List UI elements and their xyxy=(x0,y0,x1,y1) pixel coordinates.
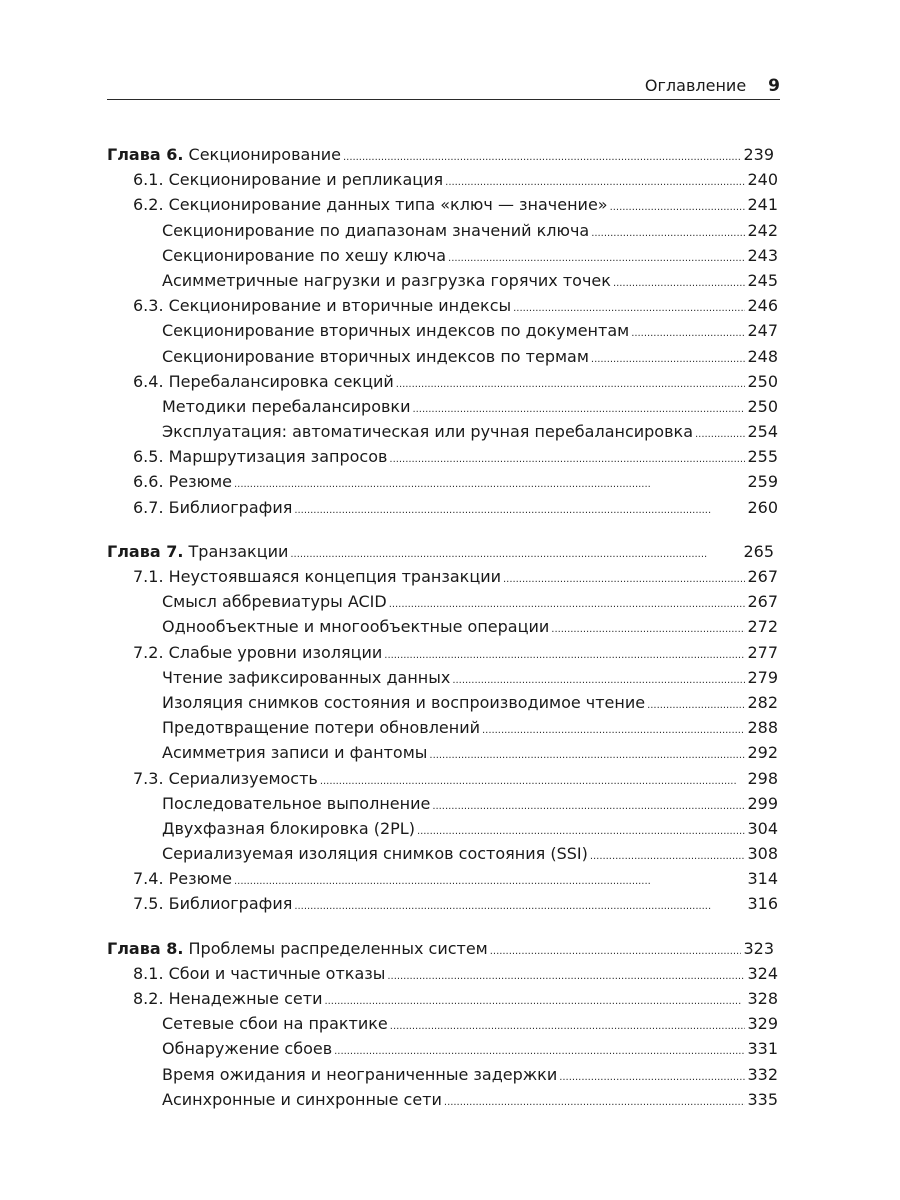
dot-leader xyxy=(613,268,746,296)
dot-leader xyxy=(387,961,745,989)
page-number: 299 xyxy=(747,793,778,813)
entry-label xyxy=(162,1036,332,1061)
page-number: 328 xyxy=(747,989,778,1008)
dot-leader xyxy=(445,167,745,195)
entry-label xyxy=(162,419,693,444)
dot-leader xyxy=(503,564,745,592)
page-number: 288 xyxy=(747,718,778,738)
section-title: Секционирование вторичных индексов по термам xyxy=(162,346,589,366)
dot-leader xyxy=(490,936,742,964)
toc-section-entry xyxy=(107,394,778,419)
page-number: 298 xyxy=(747,768,778,788)
entry-label xyxy=(133,986,322,1011)
entry-label xyxy=(133,640,382,665)
chapter-number: Глава 6. xyxy=(107,145,184,164)
page-number: 282 xyxy=(747,692,778,712)
page-number: 324 xyxy=(747,963,778,983)
entry-label xyxy=(162,268,611,293)
page-number: 314 xyxy=(747,869,778,889)
dot-leader xyxy=(412,394,745,422)
dot-leader xyxy=(343,142,741,170)
toc-section-entry xyxy=(107,564,778,589)
toc-section-entry xyxy=(107,192,778,217)
dot-leader xyxy=(384,640,745,668)
toc-section-entry xyxy=(107,167,778,192)
toc-section-entry xyxy=(107,243,778,268)
page-number: 332 xyxy=(747,1064,778,1084)
page-number: 254 xyxy=(747,422,778,442)
chapter-number: Глава 8. xyxy=(107,938,184,958)
section-title: Асимметрия записи и фантомы xyxy=(162,743,428,763)
page-number: 250 xyxy=(747,396,778,416)
toc-section-entry xyxy=(107,344,778,369)
entry-label xyxy=(162,1087,442,1112)
section-title: Асимметричные нагрузки и разгрузка горячих точек xyxy=(162,270,611,290)
section-title: 8.2. Ненадежные сети xyxy=(133,989,323,1008)
page-number: 331 xyxy=(747,1039,778,1059)
entry-label xyxy=(107,936,488,961)
entry-label xyxy=(133,891,292,916)
page-number: 267 xyxy=(747,567,778,586)
dot-leader xyxy=(432,791,745,819)
toc-section-entry xyxy=(107,1062,778,1087)
dot-leader xyxy=(320,766,746,794)
dot-leader xyxy=(234,866,745,894)
section-title: Обнаружение сбоев xyxy=(162,1039,333,1059)
section-title: Время ожидания и неограниченные задержки xyxy=(162,1064,558,1084)
header-title: Оглавление xyxy=(644,76,747,95)
dot-leader xyxy=(389,589,746,617)
toc-section-entry xyxy=(107,640,778,665)
dot-leader xyxy=(294,891,745,919)
dot-leader xyxy=(234,469,745,497)
section-title: 6.1. Секционирование и репликация xyxy=(133,170,444,190)
toc-section-entry xyxy=(107,715,778,740)
section-title: Двухфазная блокировка (2PL) xyxy=(162,818,415,838)
toc-section-entry xyxy=(107,444,778,469)
dot-leader xyxy=(429,740,745,768)
page-number: 267 xyxy=(747,592,778,612)
entry-label xyxy=(162,318,629,343)
entry-label xyxy=(133,564,501,589)
dot-leader xyxy=(591,344,746,372)
header-page-number: 9 xyxy=(768,76,780,96)
toc-section-entry xyxy=(107,961,778,986)
chapter-title: Транзакции xyxy=(188,541,289,561)
section-title: Однообъектные и многообъектные операции xyxy=(162,617,550,637)
toc-section-entry xyxy=(107,218,778,243)
page-number: 329 xyxy=(747,1014,778,1034)
section-title: 7.5. Библиография xyxy=(133,894,293,914)
dot-leader xyxy=(334,1036,745,1064)
dot-leader xyxy=(452,665,745,693)
page-number: 335 xyxy=(747,1089,778,1109)
page-number: 248 xyxy=(747,346,778,366)
section-title: 6.4. Перебалансировка секций xyxy=(133,371,394,391)
toc-section-entry xyxy=(107,589,778,614)
dot-leader xyxy=(559,1062,745,1090)
toc-section-entry xyxy=(107,841,778,866)
toc-section-entry xyxy=(107,740,778,765)
toc-section-entry xyxy=(107,495,778,520)
dot-leader xyxy=(396,369,746,397)
chapter-title: Секционирование xyxy=(188,145,342,164)
toc-section-entry xyxy=(107,1036,778,1061)
page-number: 277 xyxy=(747,642,778,662)
section-title: Изоляция снимков состояния и воспроизводимое чтение xyxy=(162,692,646,712)
entry-label xyxy=(162,243,446,268)
entry-label xyxy=(162,791,430,816)
entry-label xyxy=(133,444,387,469)
entry-label xyxy=(162,394,410,419)
entry-label xyxy=(162,614,549,639)
toc-section-entry xyxy=(107,268,778,293)
dot-leader xyxy=(389,444,745,472)
section-title: Секционирование вторичных индексов по документам xyxy=(162,321,630,341)
section-title: 8.1. Сбои и частичные отказы xyxy=(133,963,386,983)
toc-section-entry xyxy=(107,766,778,791)
entry-label xyxy=(133,167,443,192)
dot-leader xyxy=(294,495,745,523)
section-title: 6.2. Секционирование данных типа «ключ — значение» xyxy=(133,195,608,215)
entry-label xyxy=(133,369,394,394)
toc-section-entry xyxy=(107,469,778,494)
toc-section-entry xyxy=(107,1011,778,1036)
entry-label xyxy=(162,665,450,690)
page-number: 259 xyxy=(747,472,778,492)
page-number: 250 xyxy=(747,371,778,391)
toc-section-entry xyxy=(107,369,778,394)
dot-leader xyxy=(290,539,741,567)
chapter-title: Проблемы распределенных систем xyxy=(188,938,488,958)
entry-label xyxy=(133,866,232,891)
page-number: 292 xyxy=(747,743,778,763)
dot-leader xyxy=(631,318,745,346)
entry-label xyxy=(162,1062,557,1087)
dot-leader xyxy=(444,1087,746,1115)
page-number: 308 xyxy=(747,844,778,864)
entry-label xyxy=(162,589,387,614)
page-number: 241 xyxy=(747,195,778,215)
toc-section-entry xyxy=(107,419,778,444)
toc-section-entry xyxy=(107,816,778,841)
section-title: Предотвращение потери обновлений xyxy=(162,718,481,738)
toc-section-entry xyxy=(107,318,778,343)
page-number: 247 xyxy=(747,321,778,341)
entry-label xyxy=(133,293,511,318)
dot-leader xyxy=(551,614,745,642)
chapter-number: Глава 7. xyxy=(107,541,184,561)
section-title: 6.7. Библиография xyxy=(133,497,293,517)
entry-label xyxy=(162,218,589,243)
dot-leader xyxy=(590,841,746,869)
page-number: 246 xyxy=(747,296,778,316)
section-title: 7.3. Сериализуемость xyxy=(133,768,318,788)
page-number: 265 xyxy=(743,541,774,561)
entry-label xyxy=(133,192,608,217)
toc-section-entry xyxy=(107,1087,778,1112)
dot-leader xyxy=(591,218,745,246)
toc-section-entry xyxy=(107,791,778,816)
entry-label xyxy=(133,469,232,494)
entry-label xyxy=(162,344,589,369)
entry-label xyxy=(162,841,588,866)
section-title: 6.3. Секционирование и вторичные индексы xyxy=(133,296,512,316)
toc-section-entry xyxy=(107,665,778,690)
page-number: 260 xyxy=(747,497,778,517)
entry-label xyxy=(107,539,288,564)
entry-label xyxy=(162,740,427,765)
entry-label xyxy=(162,715,480,740)
section-title: Эксплуатация: автоматическая или ручная перебалансировка xyxy=(162,422,693,442)
section-title: Сетевые сбои на практике xyxy=(162,1014,388,1034)
entry-label xyxy=(133,495,292,520)
table-of-contents xyxy=(107,142,778,1112)
toc-section-entry xyxy=(107,614,778,639)
page-number: 279 xyxy=(747,667,778,687)
section-title: Секционирование по хешу ключа xyxy=(162,245,447,265)
section-title: 7.1. Неустоявшаяся концепция транзакции xyxy=(133,567,502,586)
toc-section-entry xyxy=(107,866,778,891)
toc-section-entry xyxy=(107,293,778,318)
page-number: 316 xyxy=(747,894,778,914)
page-number: 272 xyxy=(747,617,778,637)
section-title: 7.4. Резюме xyxy=(133,869,232,889)
section-title: 6.6. Резюме xyxy=(133,472,232,492)
running-header xyxy=(107,70,780,96)
page-number: 255 xyxy=(747,447,778,467)
toc-chapter-entry xyxy=(107,936,778,961)
dot-leader xyxy=(695,419,745,447)
section-title: Методики перебалансировки xyxy=(162,396,411,416)
toc-section-entry xyxy=(107,690,778,715)
dot-leader xyxy=(417,816,746,844)
dot-leader xyxy=(647,690,745,718)
dot-leader xyxy=(324,986,745,1014)
section-title: Смысл аббревиатуры ACID xyxy=(162,592,387,612)
toc-chapter-entry xyxy=(107,142,778,167)
dot-leader xyxy=(513,293,745,321)
header-rule xyxy=(107,99,780,100)
section-title: Асинхронные и синхронные сети xyxy=(162,1089,442,1109)
toc-section-entry xyxy=(107,891,778,916)
entry-label xyxy=(162,816,415,841)
page-number: 239 xyxy=(743,145,774,164)
page-number: 245 xyxy=(747,270,778,290)
dot-leader xyxy=(448,243,745,271)
entry-label xyxy=(162,690,645,715)
toc-chapter-entry xyxy=(107,539,778,564)
section-title: Чтение зафиксированных данных xyxy=(162,667,451,687)
dot-leader xyxy=(390,1011,746,1039)
section-title: Секционирование по диапазонам значений ключа xyxy=(162,220,590,240)
section-title: 7.2. Слабые уровни изоляции xyxy=(133,642,383,662)
section-title: Сериализуемая изоляция снимков состояния (SSI) xyxy=(162,844,588,864)
entry-label xyxy=(107,142,341,167)
section-title: 6.5. Маршрутизация запросов xyxy=(133,447,388,467)
entry-label xyxy=(133,766,318,791)
page-number: 323 xyxy=(743,938,774,958)
entry-label xyxy=(133,961,385,986)
page-number: 240 xyxy=(747,170,778,190)
page-number: 243 xyxy=(747,245,778,265)
toc-section-entry xyxy=(107,986,778,1011)
dot-leader xyxy=(482,715,745,743)
page-number: 242 xyxy=(747,220,778,240)
section-title: Последовательное выполнение xyxy=(162,793,431,813)
page-number: 304 xyxy=(747,818,778,838)
dot-leader xyxy=(610,192,746,220)
entry-label xyxy=(162,1011,388,1036)
